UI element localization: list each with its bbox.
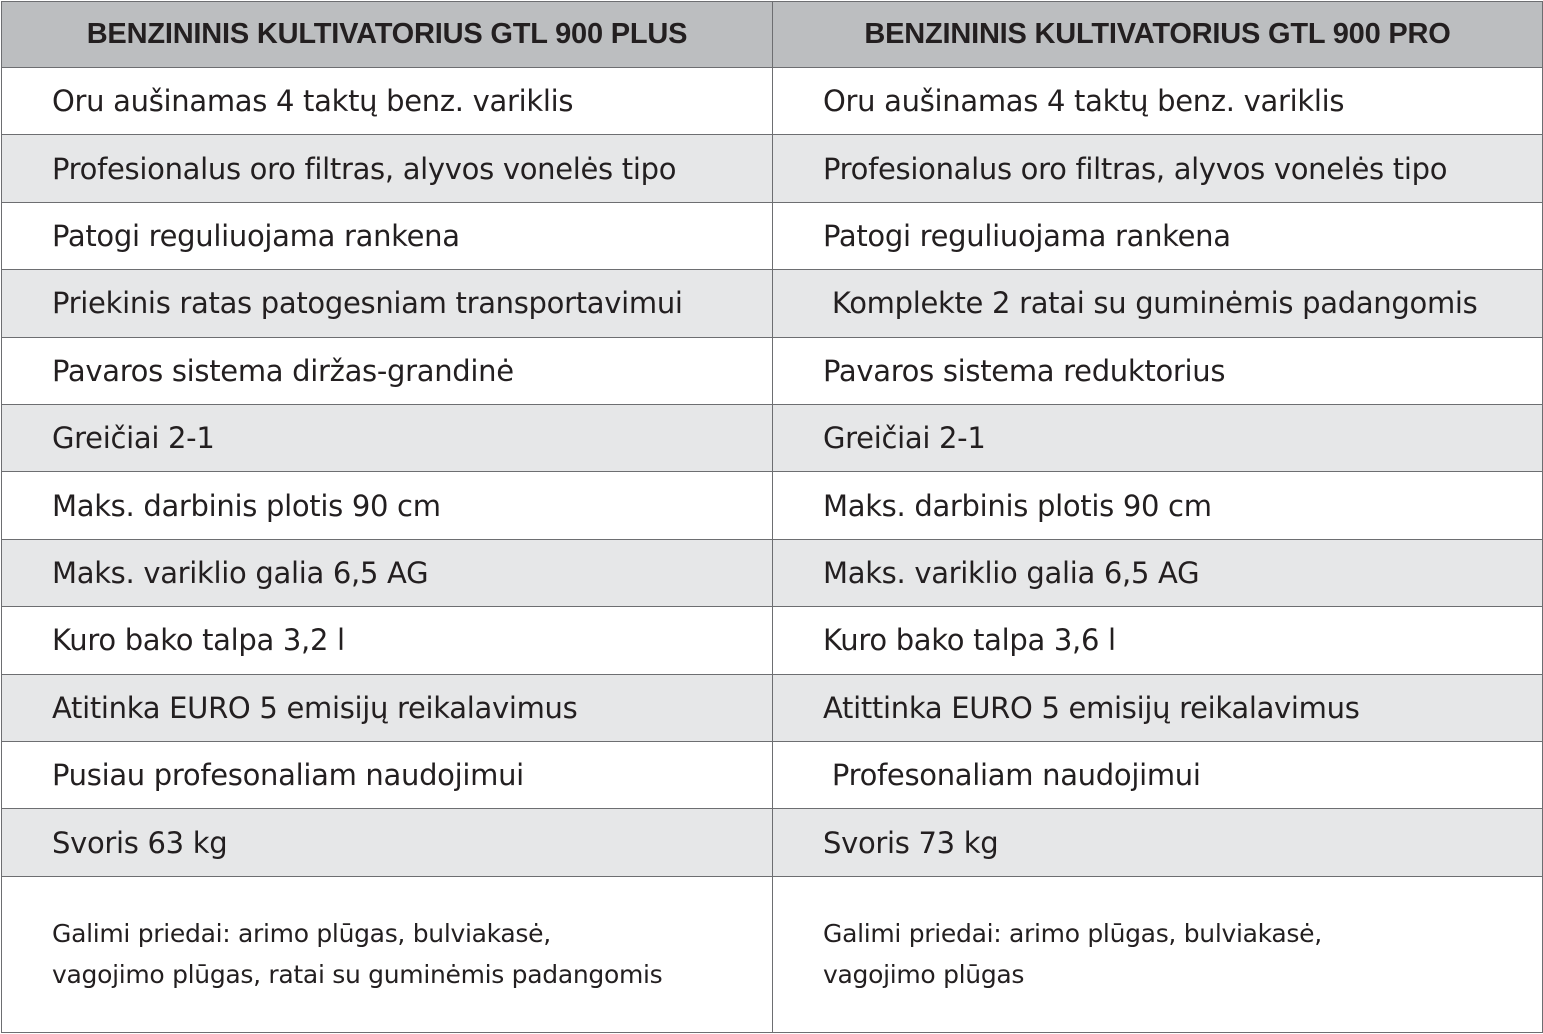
header-gtl-900-plus: BENZININIS KULTIVATORIUS GTL 900 PLUS xyxy=(2,2,773,68)
pro-cell: Profesonaliam naudojimui xyxy=(773,742,1543,809)
header-gtl-900-pro: BENZININIS KULTIVATORIUS GTL 900 PRO xyxy=(773,2,1543,68)
extras-line: Galimi priedai: arimo plūgas, bulviakasė, xyxy=(52,919,551,949)
pro-cell: Patogi reguliuojama rankena xyxy=(773,202,1543,269)
extras-line: Galimi priedai: arimo plūgas, bulviakasė, xyxy=(823,919,1322,949)
spec-row-handle xyxy=(2,202,1543,269)
plus-cell: Profesionalus oro filtras, alyvos vonelės tipo xyxy=(2,135,773,202)
spec-row-usage xyxy=(2,742,1543,809)
pro-cell: Komplekte 2 ratai su guminėmis padangomis xyxy=(773,270,1543,337)
pro-cell: Kuro bako talpa 3,6 l xyxy=(773,607,1543,674)
extras-line: vagojimo plūgas xyxy=(823,960,1025,990)
plus-cell: Pusiau profesonaliam naudojimui xyxy=(2,742,773,809)
pro-cell: Atittinka EURO 5 emisijų reikalavimus xyxy=(773,674,1543,741)
plus-cell: Pavaros sistema diržas-grandinė xyxy=(2,337,773,404)
pro-cell: Pavaros sistema reduktorius xyxy=(773,337,1543,404)
header-row xyxy=(2,2,1543,68)
plus-cell: Greičiai 2-1 xyxy=(2,405,773,472)
plus-cell: Patogi reguliuojama rankena xyxy=(2,202,773,269)
pro-cell: Oru aušinamas 4 taktų benz. variklis xyxy=(773,68,1543,135)
pro-cell: Greičiai 2-1 xyxy=(773,405,1543,472)
extras-line: vagojimo plūgas, ratai su guminėmis padangomis xyxy=(52,960,663,990)
spec-row-emissions xyxy=(2,674,1543,741)
plus-cell: Priekinis ratas patogesniam transportavimui xyxy=(2,270,773,337)
spec-row-fuel-tank xyxy=(2,607,1543,674)
plus-extras-cell xyxy=(2,876,773,1032)
spec-comparison-table xyxy=(1,1,1543,1033)
plus-cell: Oru aušinamas 4 taktų benz. variklis xyxy=(2,68,773,135)
spec-row-speeds xyxy=(2,405,1543,472)
plus-cell: Maks. variklio galia 6,5 AG xyxy=(2,539,773,606)
pro-cell: Maks. variklio galia 6,5 AG xyxy=(773,539,1543,606)
spec-row-engine-power xyxy=(2,539,1543,606)
plus-cell: Svoris 63 kg xyxy=(2,809,773,876)
pro-cell: Profesionalus oro filtras, alyvos vonelės tipo xyxy=(773,135,1543,202)
spec-row-wheels xyxy=(2,270,1543,337)
pro-cell: Svoris 73 kg xyxy=(773,809,1543,876)
spec-row-air-filter xyxy=(2,135,1543,202)
spec-row-weight xyxy=(2,809,1543,876)
spec-row-engine xyxy=(2,68,1543,135)
spec-row-drive-system xyxy=(2,337,1543,404)
pro-extras-cell xyxy=(773,876,1543,1032)
extras-row xyxy=(2,876,1543,1032)
pro-cell: Maks. darbinis plotis 90 cm xyxy=(773,472,1543,539)
plus-cell: Maks. darbinis plotis 90 cm xyxy=(2,472,773,539)
spec-row-working-width xyxy=(2,472,1543,539)
plus-cell: Kuro bako talpa 3,2 l xyxy=(2,607,773,674)
plus-cell: Atitinka EURO 5 emisijų reikalavimus xyxy=(2,674,773,741)
